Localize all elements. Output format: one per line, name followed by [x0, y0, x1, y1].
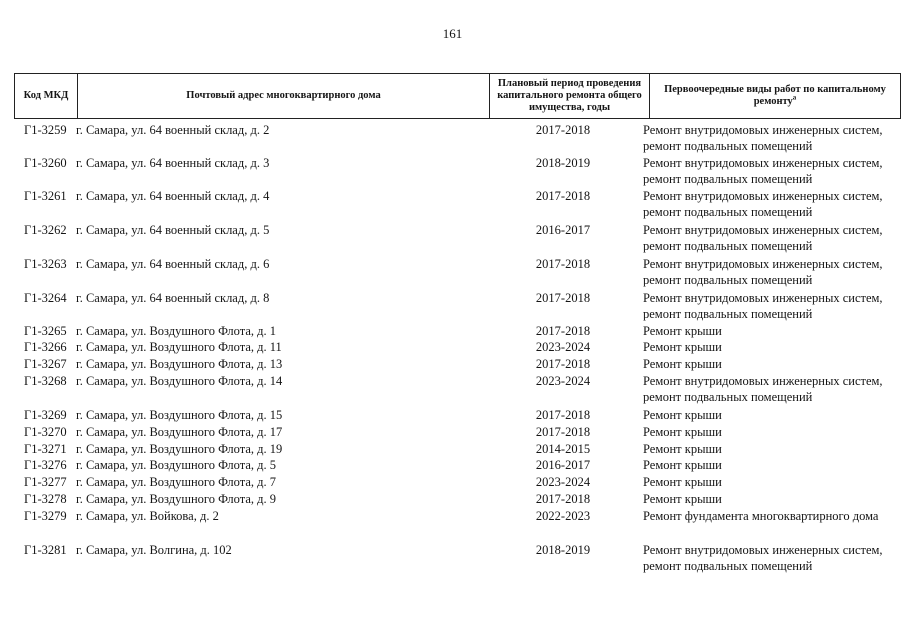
- repair-period: 2017-2018: [535, 189, 591, 203]
- repair-period: 2017-2018: [535, 408, 591, 422]
- mkd-code: Г1-3279: [24, 509, 67, 523]
- header-period: Плановый период проведения капитального ремонта общего имущества, годы: [489, 74, 649, 118]
- table-header: [14, 73, 901, 119]
- postal-address: г. Самара, ул. Воздушного Флота, д. 1: [76, 324, 276, 338]
- mkd-code: Г1-3266: [24, 340, 67, 354]
- repair-period: 2023-2024: [535, 374, 591, 388]
- header-works-text: Первоочередные виды работ по капитальному ремонту: [664, 84, 886, 107]
- postal-address: г. Самара, ул. 64 военный склад, д. 4: [76, 189, 270, 203]
- repair-period: 2017-2018: [535, 324, 591, 338]
- mkd-code: Г1-3263: [24, 257, 67, 271]
- repair-period: 2022-2023: [535, 509, 591, 523]
- mkd-code: Г1-3264: [24, 291, 67, 305]
- postal-address: г. Самара, ул. Воздушного Флота, д. 11: [76, 340, 282, 354]
- page-number: 161: [442, 26, 463, 41]
- postal-address: г. Самара, ул. 64 военный склад, д. 3: [76, 156, 270, 170]
- mkd-code: Г1-3268: [24, 374, 67, 388]
- postal-address: г. Самара, ул. 64 военный склад, д. 8: [76, 291, 270, 305]
- priority-works: Ремонт внутридомовых инженерных систем,: [643, 123, 883, 137]
- priority-works: Ремонт крыши: [643, 425, 722, 439]
- repair-period: 2017-2018: [535, 257, 591, 271]
- priority-works-continued: ремонт подвальных помещений: [643, 390, 813, 404]
- postal-address: г. Самара, ул. Воздушного Флота, д. 9: [76, 492, 276, 506]
- postal-address: г. Самара, ул. Воздушного Флота, д. 5: [76, 458, 276, 472]
- priority-works: Ремонт крыши: [643, 475, 722, 489]
- priority-works-continued: ремонт подвальных помещений: [643, 273, 813, 287]
- mkd-code: Г1-3276: [24, 458, 67, 472]
- mkd-code: Г1-3261: [24, 189, 67, 203]
- priority-works: Ремонт фундамента многоквартирного дома: [643, 509, 879, 523]
- priority-works: Ремонт внутридомовых инженерных систем,: [643, 189, 883, 203]
- header-works-note: а: [792, 93, 797, 102]
- repair-period: 2017-2018: [535, 492, 591, 506]
- repair-period: 2018-2019: [535, 156, 591, 170]
- postal-address: г. Самара, ул. 64 военный склад, д. 5: [76, 223, 270, 237]
- repair-period: 2016-2017: [535, 223, 591, 237]
- priority-works-continued: ремонт подвальных помещений: [643, 172, 813, 186]
- postal-address: г. Самара, ул. Войкова, д. 2: [76, 509, 219, 523]
- mkd-code: Г1-3269: [24, 408, 67, 422]
- priority-works-continued: ремонт подвальных помещений: [643, 139, 813, 153]
- mkd-code: Г1-3265: [24, 324, 67, 338]
- postal-address: г. Самара, ул. Воздушного Флота, д. 13: [76, 357, 283, 371]
- header-address: Почтовый адрес многоквартирного дома: [77, 74, 489, 118]
- postal-address: г. Самара, ул. 64 военный склад, д. 2: [76, 123, 270, 137]
- mkd-code: Г1-3271: [24, 442, 67, 456]
- priority-works: Ремонт крыши: [643, 357, 722, 371]
- mkd-code: Г1-3259: [24, 123, 67, 137]
- repair-period: 2014-2015: [535, 442, 591, 456]
- header-works: [649, 74, 900, 118]
- repair-period: 2023-2024: [535, 340, 591, 354]
- priority-works: Ремонт внутридомовых инженерных систем,: [643, 223, 883, 237]
- priority-works: Ремонт внутридомовых инженерных систем,: [643, 156, 883, 170]
- mkd-code: Г1-3281: [24, 543, 67, 557]
- repair-period: 2017-2018: [535, 357, 591, 371]
- postal-address: г. Самара, ул. Воздушного Флота, д. 17: [76, 425, 283, 439]
- repair-period: 2023-2024: [535, 475, 591, 489]
- repair-period: 2018-2019: [535, 543, 591, 557]
- postal-address: г. Самара, ул. Воздушного Флота, д. 7: [76, 475, 276, 489]
- repair-period: 2017-2018: [535, 291, 591, 305]
- priority-works: Ремонт крыши: [643, 408, 722, 422]
- priority-works: Ремонт крыши: [643, 442, 722, 456]
- priority-works: Ремонт крыши: [643, 492, 722, 506]
- priority-works: Ремонт внутридомовых инженерных систем,: [643, 543, 883, 557]
- postal-address: г. Самара, ул. Воздушного Флота, д. 19: [76, 442, 283, 456]
- postal-address: г. Самара, ул. Воздушного Флота, д. 14: [76, 374, 283, 388]
- postal-address: г. Самара, ул. Воздушного Флота, д. 15: [76, 408, 283, 422]
- priority-works: Ремонт крыши: [643, 458, 722, 472]
- priority-works-continued: ремонт подвальных помещений: [643, 559, 813, 573]
- header-code: Код МКД: [23, 90, 69, 101]
- mkd-code: Г1-3277: [24, 475, 67, 489]
- mkd-code: Г1-3270: [24, 425, 67, 439]
- priority-works-continued: ремонт подвальных помещений: [643, 205, 813, 219]
- priority-works: Ремонт крыши: [643, 340, 722, 354]
- priority-works: Ремонт крыши: [643, 324, 722, 338]
- priority-works: Ремонт внутридомовых инженерных систем,: [643, 374, 883, 388]
- mkd-code: Г1-3267: [24, 357, 67, 371]
- postal-address: г. Самара, ул. Волгина, д. 102: [76, 543, 232, 557]
- repair-period: 2016-2017: [535, 458, 591, 472]
- mkd-code: Г1-3260: [24, 156, 67, 170]
- repair-period: 2017-2018: [535, 123, 591, 137]
- priority-works: Ремонт внутридомовых инженерных систем,: [643, 291, 883, 305]
- mkd-code: Г1-3262: [24, 223, 67, 237]
- mkd-code: Г1-3278: [24, 492, 67, 506]
- postal-address: г. Самара, ул. 64 военный склад, д. 6: [76, 257, 270, 271]
- priority-works-continued: ремонт подвальных помещений: [643, 239, 813, 253]
- priority-works: Ремонт внутридомовых инженерных систем,: [643, 257, 883, 271]
- repair-period: 2017-2018: [535, 425, 591, 439]
- priority-works-continued: ремонт подвальных помещений: [643, 307, 813, 321]
